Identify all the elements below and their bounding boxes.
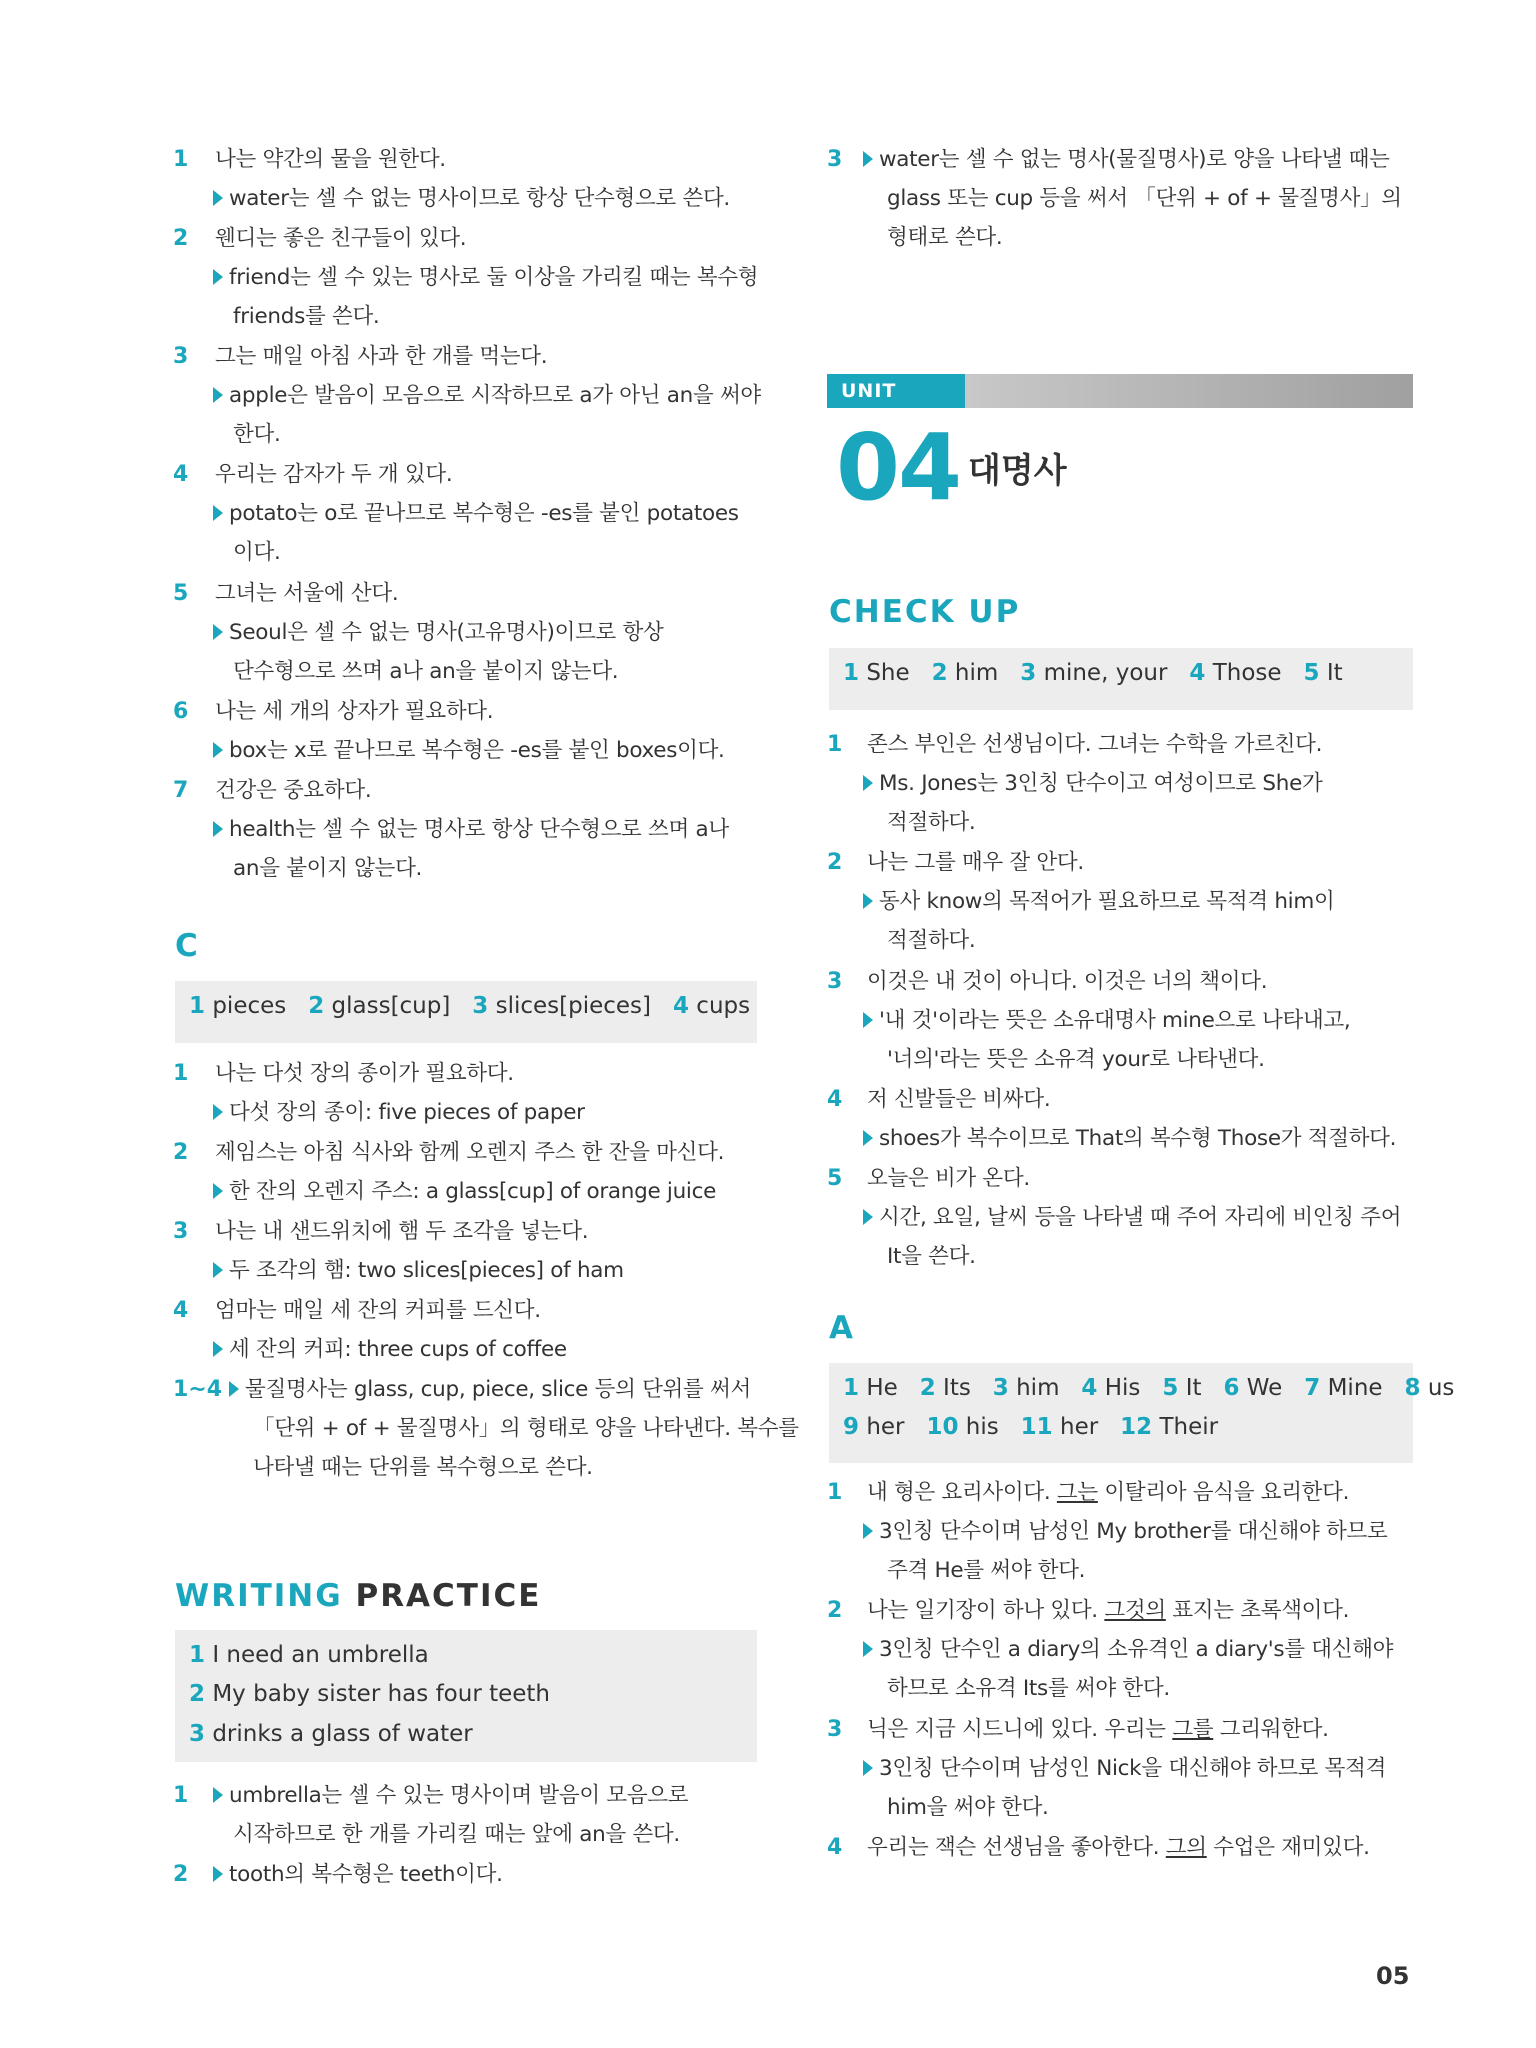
korean-sentence: 나는 약간의 물을 원한다. (215, 147, 446, 172)
arrow-icon (863, 1760, 873, 1776)
arrow-icon (213, 1104, 223, 1120)
explanation: 동사 know의 목적어가 필요하므로 목적격 him이 (863, 882, 1334, 921)
answer-line: 1 She 2 him 3 mine, your 4 Those 5 It (843, 660, 1343, 686)
explanation-continued: 나타낼 때는 단위를 복수형으로 쓴다. (253, 1455, 593, 1480)
korean-sentence: 웬디는 좋은 친구들이 있다. (215, 226, 467, 251)
item-number: 2 (173, 1862, 189, 1887)
explanation-continued: 주격 He를 써야 한다. (887, 1558, 1086, 1583)
explanation-continued: glass 또는 cup 등을 써서 「단위 + of + 물질명사」의 (887, 186, 1402, 211)
answer-line: 1 pieces 2 glass[cup] 3 slices[pieces] 4 cups (189, 993, 751, 1019)
item-number: 4 (173, 462, 189, 487)
item-number: 1 (173, 147, 189, 172)
answer-box-c (175, 981, 757, 1043)
korean-sentence: 그는 매일 아침 사과 한 개를 먹는다. (215, 344, 548, 369)
explanation: 시간, 요일, 날씨 등을 나타낼 때 주어 자리에 비인칭 주어 (863, 1198, 1401, 1237)
korean-sentence: 이것은 내 것이 아니다. 이것은 너의 책이다. (867, 969, 1268, 994)
arrow-icon (863, 893, 873, 909)
korean-sentence: 나는 일기장이 하나 있다. 그것의 표지는 초록색이다. (867, 1598, 1350, 1623)
korean-sentence: 저 신발들은 비싸다. (867, 1087, 1051, 1112)
answer-line: 3 drinks a glass of water (189, 1720, 473, 1747)
explanation: 한 잔의 오렌지 주스: a glass[cup] of orange juice (213, 1172, 716, 1211)
arrow-icon (213, 269, 223, 285)
explanation-continued: 한다. (233, 422, 281, 447)
arrow-icon (213, 1787, 223, 1803)
explanation-continued: 형태로 쓴다. (887, 225, 1003, 250)
item-number: 2 (827, 1598, 843, 1623)
explanation: umbrella는 셀 수 있는 명사이며 발음이 모음으로 (213, 1776, 688, 1815)
explanation-continued: 「단위 + of + 물질명사」의 형태로 양을 나타낸다. 복수를 (253, 1416, 799, 1441)
item-number: 3 (173, 1219, 189, 1244)
item-number: 1~4 (173, 1377, 223, 1402)
arrow-icon (213, 1262, 223, 1278)
arrow-icon (213, 505, 223, 521)
explanation: 3인칭 단수이며 남성인 Nick을 대신해야 하므로 목적격 (863, 1749, 1386, 1788)
explanation: Ms. Jones는 3인칭 단수이고 여성이므로 She가 (863, 764, 1323, 803)
korean-sentence: 나는 내 샌드위치에 햄 두 조각을 넣는다. (215, 1219, 589, 1244)
explanation: water는 셀 수 없는 명사이므로 항상 단수형으로 쓴다. (213, 179, 730, 218)
korean-sentence: 제임스는 아침 식사와 함께 오렌지 주스 한 잔을 마신다. (215, 1140, 725, 1165)
item-number: 2 (173, 1140, 189, 1165)
page-number: 05 (1376, 1962, 1410, 1990)
explanation: shoes가 복수이므로 That의 복수형 Those가 적절하다. (863, 1119, 1396, 1158)
answer-box-writing-practice (175, 1630, 757, 1762)
korean-sentence: 건강은 중요하다. (215, 778, 372, 803)
item-number: 4 (173, 1298, 189, 1323)
section-heading-writing-practice: WRITING PRACTICE (175, 1578, 542, 1614)
explanation: health는 셀 수 없는 명사로 항상 단수형으로 쓰며 a나 (213, 810, 729, 849)
korean-sentence: 존스 부인은 선생님이다. 그녀는 수학을 가르친다. (867, 732, 1323, 757)
korean-sentence: 나는 세 개의 상자가 필요하다. (215, 699, 494, 724)
arrow-icon (213, 624, 223, 640)
arrow-icon (213, 1183, 223, 1199)
explanation: 두 조각의 햄: two slices[pieces] of ham (213, 1251, 624, 1290)
korean-sentence: 나는 그를 매우 잘 안다. (867, 850, 1084, 875)
explanation: tooth의 복수형은 teeth이다. (213, 1855, 503, 1894)
item-number: 2 (173, 226, 189, 251)
item-number: 5 (827, 1166, 843, 1191)
korean-sentence: 우리는 잭슨 선생님을 좋아한다. 그의 수업은 재미있다. (867, 1835, 1370, 1860)
item-number: 7 (173, 778, 189, 803)
arrow-icon (863, 151, 873, 167)
answer-line: 2 My baby sister has four teeth (189, 1681, 550, 1708)
answer-line: 9 her 10 his 11 her 12 Their (843, 1414, 1219, 1441)
arrow-icon (863, 775, 873, 791)
arrow-icon (213, 742, 223, 758)
korean-sentence: 내 형은 요리사이다. 그는 이탈리아 음식을 요리한다. (867, 1480, 1350, 1505)
arrow-icon (863, 1130, 873, 1146)
item-number: 3 (827, 147, 843, 172)
item-number: 3 (827, 969, 843, 994)
item-number: 3 (827, 1717, 843, 1742)
korean-sentence: 오늘은 비가 온다. (867, 1166, 1030, 1191)
arrow-icon (863, 1209, 873, 1225)
arrow-icon (213, 190, 223, 206)
arrow-icon (213, 821, 223, 837)
korean-sentence: 나는 다섯 장의 종이가 필요하다. (215, 1061, 514, 1086)
section-heading-checkup: CHECK UP (829, 594, 1021, 630)
explanation-continued: him을 써야 한다. (887, 1795, 1049, 1820)
korean-sentence: 우리는 감자가 두 개 있다. (215, 462, 453, 487)
explanation: box는 x로 끝나므로 복수형은 -es를 붙인 boxes이다. (213, 731, 725, 770)
explanation-continued: 단수형으로 쓰며 a나 an을 붙이지 않는다. (233, 659, 619, 684)
arrow-icon (229, 1381, 239, 1397)
unit-banner (827, 374, 1413, 408)
answer-box-checkup (829, 648, 1413, 710)
explanation-continued: 적절하다. (887, 928, 976, 953)
korean-sentence: 닉은 지금 시드니에 있다. 우리는 그를 그리워한다. (867, 1717, 1329, 1742)
arrow-icon (213, 1341, 223, 1357)
item-number: 1 (173, 1061, 189, 1086)
explanation-continued: an을 붙이지 않는다. (233, 856, 423, 881)
explanation: '내 것'이라는 뜻은 소유대명사 mine으로 나타내고, (863, 1001, 1350, 1040)
explanation-continued: 이다. (233, 540, 281, 565)
arrow-icon (213, 387, 223, 403)
item-number: 1 (173, 1783, 189, 1808)
item-number: 4 (827, 1835, 843, 1860)
unit-label: UNIT (841, 380, 897, 402)
korean-sentence: 엄마는 매일 세 잔의 커피를 드신다. (215, 1298, 541, 1323)
explanation: water는 셀 수 없는 명사(물질명사)로 양을 나타낼 때는 (863, 140, 1390, 179)
explanation: apple은 발음이 모음으로 시작하므로 a가 아닌 an을 써야 (213, 376, 761, 415)
unit-title: 대명사 (968, 451, 1067, 491)
arrow-icon (863, 1012, 873, 1028)
item-number: 1 (827, 1480, 843, 1505)
explanation-continued: It을 쓴다. (887, 1244, 976, 1269)
item-number: 6 (173, 699, 189, 724)
item-number: 5 (173, 581, 189, 606)
explanation: 세 잔의 커피: three cups of coffee (213, 1330, 567, 1369)
item-number: 2 (827, 850, 843, 875)
explanation-continued: 시작하므로 한 개를 가리킬 때는 앞에 an을 쓴다. (233, 1822, 680, 1847)
item-number: 4 (827, 1087, 843, 1112)
explanation-continued: 적절하다. (887, 810, 976, 835)
answer-box-a (829, 1363, 1455, 1463)
section-heading-a: A (829, 1310, 855, 1346)
answer-line: 1 I need an umbrella (189, 1642, 429, 1668)
explanation-continued: '너의'라는 뜻은 소유격 your로 나타낸다. (887, 1047, 1265, 1072)
arrow-icon (863, 1523, 873, 1539)
section-heading-c: C (175, 928, 200, 964)
arrow-icon (213, 1866, 223, 1882)
explanation: Seoul은 셀 수 없는 명사(고유명사)이므로 항상 (213, 613, 663, 652)
unit-number: 04 (836, 414, 961, 521)
korean-sentence: 그녀는 서울에 산다. (215, 581, 399, 606)
explanation: 3인칭 단수이며 남성인 My brother를 대신해야 하므로 (863, 1512, 1387, 1551)
arrow-icon (863, 1641, 873, 1657)
item-number: 3 (173, 344, 189, 369)
explanation: potato는 o로 끝나므로 복수형은 -es를 붙인 potatoes (213, 494, 739, 533)
item-number: 1 (827, 732, 843, 757)
answer-line: 1 He 2 Its 3 him 4 His 5 It 6 We 7 Mine 8 us (843, 1375, 1455, 1401)
explanation: 다섯 장의 종이: five pieces of paper (213, 1093, 585, 1132)
explanation-continued: 하므로 소유격 Its를 써야 한다. (887, 1676, 1170, 1701)
explanation: friend는 셀 수 있는 명사로 둘 이상을 가리킬 때는 복수형 (213, 258, 758, 297)
explanation: 3인칭 단수인 a diary의 소유격인 a diary's를 대신해야 (863, 1630, 1393, 1669)
explanation-continued: friends를 쓴다. (233, 304, 380, 329)
explanation: 물질명사는 glass, cup, piece, slice 등의 단위를 써서 (229, 1370, 751, 1409)
